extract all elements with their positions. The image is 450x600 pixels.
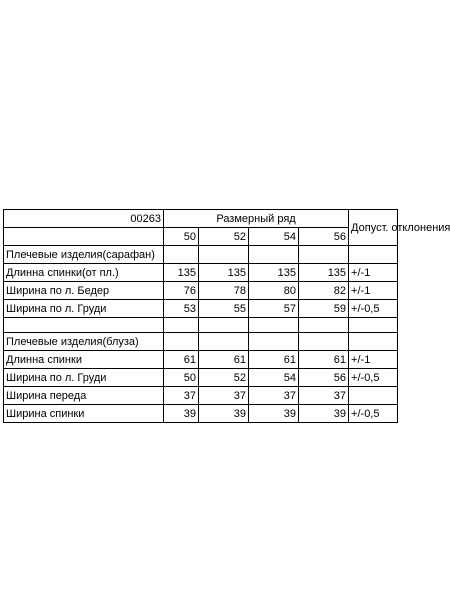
measure-value: 61 xyxy=(199,351,249,369)
measure-value: 135 xyxy=(199,264,249,282)
measure-value: 55 xyxy=(199,300,249,318)
measure-value: 135 xyxy=(164,264,199,282)
size-56: 56 xyxy=(299,228,349,246)
measure-value: 50 xyxy=(164,369,199,387)
table-row xyxy=(4,369,398,387)
measure-value: 61 xyxy=(249,351,299,369)
measure-value: 61 xyxy=(164,351,199,369)
size-range-label: Размерный ряд xyxy=(164,210,349,228)
measure-value: 135 xyxy=(249,264,299,282)
measure-value: 57 xyxy=(249,300,299,318)
measure-value: 53 xyxy=(164,300,199,318)
tolerance-value: +/-0,5 xyxy=(349,300,398,318)
section-title: Плечевые изделия(блуза) xyxy=(4,333,164,351)
empty-cell xyxy=(4,228,164,246)
size-chart-table xyxy=(3,209,450,423)
measure-value: 54 xyxy=(249,369,299,387)
measure-value: 39 xyxy=(164,405,199,423)
measure-value: 37 xyxy=(299,387,349,405)
measure-value: 82 xyxy=(299,282,349,300)
table-row xyxy=(4,387,398,405)
measure-value: 56 xyxy=(299,369,349,387)
measure-value: 37 xyxy=(164,387,199,405)
table-row xyxy=(4,282,398,300)
measure-value: 59 xyxy=(299,300,349,318)
measure-label: Длинна спинки xyxy=(4,351,164,369)
model-code: 00263 xyxy=(4,210,164,228)
measure-label: Ширина по л. Груди xyxy=(4,369,164,387)
tolerance-value: +/-1 xyxy=(349,282,398,300)
measure-value: 80 xyxy=(249,282,299,300)
measure-value: 39 xyxy=(299,405,349,423)
size-52: 52 xyxy=(199,228,249,246)
measure-value: 52 xyxy=(199,369,249,387)
measure-value: 37 xyxy=(249,387,299,405)
tolerance-value: +/-0,5 xyxy=(349,369,398,387)
size-54: 54 xyxy=(249,228,299,246)
size-50: 50 xyxy=(164,228,199,246)
tolerance-value: +/-1 xyxy=(349,264,398,282)
tolerance-value: +/-1 xyxy=(349,351,398,369)
table-row xyxy=(4,351,398,369)
measure-label: Ширина по л. Груди xyxy=(4,300,164,318)
measure-value: 39 xyxy=(249,405,299,423)
tolerance-header: Допуст. отклонения xyxy=(349,210,398,246)
measure-value: 61 xyxy=(299,351,349,369)
table-row xyxy=(4,405,398,423)
measure-label: Длинна спинки(от пл.) xyxy=(4,264,164,282)
table-row xyxy=(4,300,398,318)
measure-value: 37 xyxy=(199,387,249,405)
section-title-row xyxy=(4,246,398,264)
sizes-row xyxy=(4,228,398,246)
header-row xyxy=(4,210,398,228)
section-title-row xyxy=(4,333,398,351)
measure-value: 135 xyxy=(299,264,349,282)
tolerance-value xyxy=(349,387,398,405)
measure-value: 39 xyxy=(199,405,249,423)
spacer-row xyxy=(4,318,398,333)
measure-label: Ширина переда xyxy=(4,387,164,405)
measure-value: 76 xyxy=(164,282,199,300)
tolerance-value: +/-0,5 xyxy=(349,405,398,423)
table-row xyxy=(4,264,398,282)
measure-value: 78 xyxy=(199,282,249,300)
measure-label: Ширина по л. Бедер xyxy=(4,282,164,300)
section-title: Плечевые изделия(сарафан) xyxy=(4,246,164,264)
measure-label: Ширина спинки xyxy=(4,405,164,423)
